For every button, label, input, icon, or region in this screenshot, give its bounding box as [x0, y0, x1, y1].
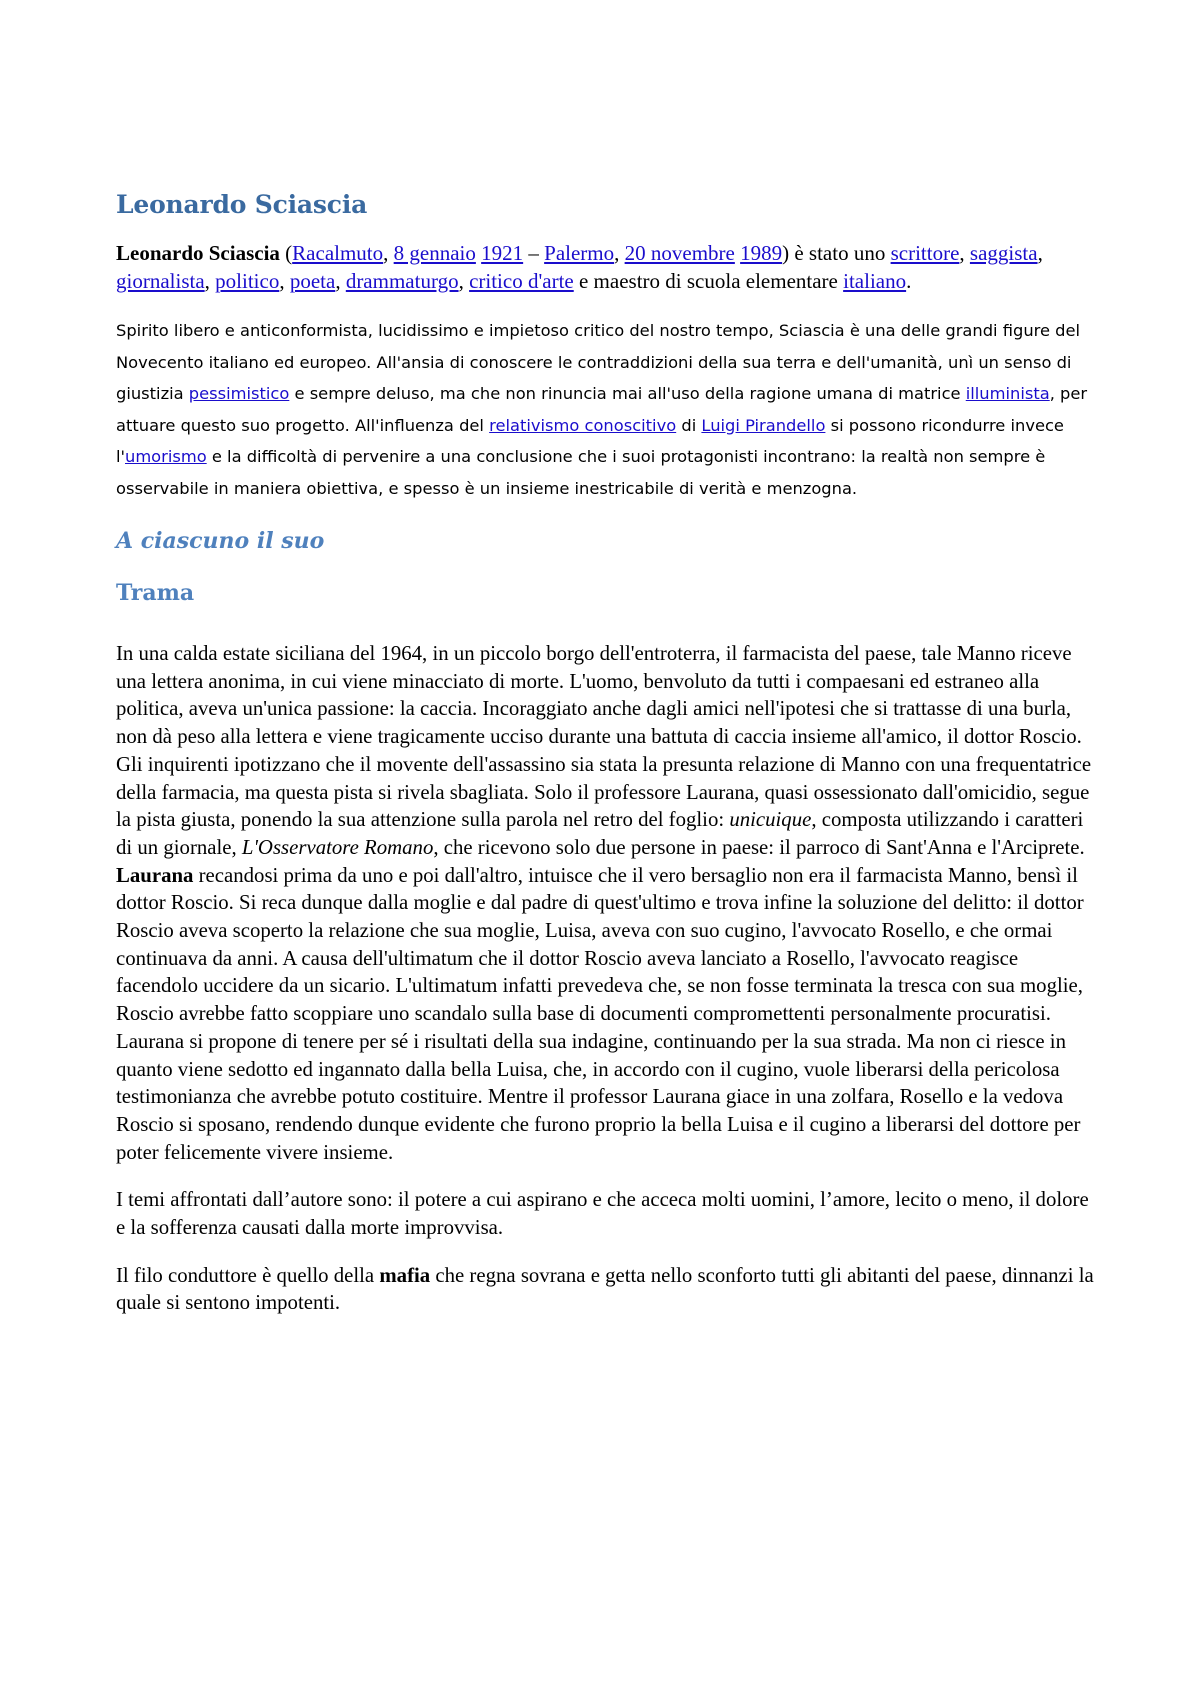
link-drammaturgo[interactable]: drammaturgo: [345, 269, 459, 293]
text: ) è stato uno: [782, 241, 891, 265]
link-poeta[interactable]: poeta: [289, 269, 336, 293]
temi-paragraph: I temi affrontati dall’autore sono: il potere a cui aspirano e che acceca molti uomini, l’amore, lecito o meno, il dolore e la sofferenza causati dalla morte improvvisa.: [116, 1188, 1089, 1240]
intro-paragraph: [116, 239, 1101, 295]
text: Il filo conduttore è quello della: [116, 1263, 380, 1287]
text: di: [676, 415, 702, 435]
link-relativismo-conoscitivo[interactable]: relativismo conoscitivo: [489, 415, 677, 435]
text: .: [906, 269, 912, 293]
document-content: [116, 190, 1101, 1337]
italic-osservatore-romano: L'Osservatore Romano: [241, 835, 434, 859]
text: (: [279, 241, 293, 265]
link-critico-darte[interactable]: critico d'arte: [469, 269, 574, 293]
text: , che ricevono solo due persone in paese: il parroco di Sant'Anna e l'Arciprete.: [433, 835, 1085, 859]
link-1921[interactable]: 1921: [481, 241, 524, 265]
book-title-heading: A ciascuno il suo: [116, 528, 325, 554]
text: ,: [959, 241, 970, 265]
text: recandosi prima da uno e poi dall'altro, intuisce che il vero bersaglio non era il farmacista Manno, bensì il dottor Roscio. Si reca dunque dalla moglie e dal padre di quest'ultimo e trova infine la soluzione del delitto: il dottor Roscio aveva scoperto la relazione che sua moglie, Luisa, aveva con suo cugino, l'avvocato Rosello, e che ormai continuava da anni. A causa dell'ultimatum che il dottor Roscio aveva lanciato a Rosello, l'avvocato reagisce facendolo uccidere da un sicario. L'ultimatum infatti prevedeva che, se non fosse terminata la tresca con sua moglie, Roscio avrebbe fatto scoppiare uno scandalo sulla base di documenti compromettenti personalmente procuratisi. Laurana si propone di tenere per sé i risultati della sua indagine, continuando per la sua strada. Ma non ci riesce in quanto viene sedotto ed ingannato dalla bella Luisa, che, in accordo con il cugino, vuole liberarsi della pericolosa testimonianza che avrebbe potuto costituire. Mentre il professor Laurana giace in una zolfara, Rosello e la vedova Roscio si sposano, rendendo dunque evidente che furono proprio la bella Luisa e il cugino a liberarsi del dottore per poter felicemente vivere insieme.: [116, 863, 1084, 1164]
text: ,: [458, 269, 470, 293]
link-palermo[interactable]: Palermo: [544, 241, 615, 265]
text: , composta utilizzando i caratteri di un giornale,: [116, 808, 1084, 859]
text: e maestro di scuola elementare: [573, 269, 844, 293]
text: ,: [614, 241, 625, 265]
link-giornalista[interactable]: giornalista: [116, 269, 205, 293]
text: ,: [383, 241, 394, 265]
text: , per attuare questo suo progetto. All'influenza del: [116, 384, 1088, 435]
text: In una calda estate siciliana del 1964, in un piccolo borgo dell'entroterra, il farmacista del paese, tale Manno riceve una lettera anonima, in cui viene minacciato di morte. L'uomo, benvoluto da tutti i compaesani ed estraneo alla politica, aveva un'unica passione: la caccia. Incoraggiato anche dagli amici nell'ipotesi che si trattasse di una burla, non dà peso alla lettera e viene tragicamente ucciso durante una battuta di caccia insieme all'amico, il dottor Roscio. Gli inquirenti ipotizzano che il movente dell'assassino sia stata la presunta relazione di Manno con una frequentatrice della farmacia, ma questa pista si rivela sbagliata. Solo il professore Laurana, quasi ossessionato dall'omicidio, segue la pista giusta, ponendo la sua attenzione sulla parola nel retro del foglio:: [116, 642, 1092, 832]
link-pessimistico[interactable]: pessimistico: [188, 384, 290, 403]
link-saggista[interactable]: saggista: [969, 241, 1038, 265]
link-politico[interactable]: politico: [215, 269, 280, 293]
filo-paragraph: [116, 1262, 1101, 1317]
bold-laurana: Laurana: [116, 863, 194, 887]
link-italiano[interactable]: italiano: [843, 269, 907, 293]
link-racalmuto[interactable]: Racalmuto: [292, 241, 384, 265]
trama-heading: Trama: [116, 580, 195, 606]
italic-unicuique: unicuique: [729, 808, 812, 832]
text: ,: [204, 269, 216, 293]
spirito-paragraph: [116, 315, 1101, 504]
text: ,: [279, 269, 290, 293]
author-name: Leonardo Sciascia: [116, 241, 280, 265]
link-1989[interactable]: 1989: [740, 241, 783, 265]
text: ,: [335, 269, 346, 293]
text: e la difficoltà di pervenire a una conclusione che i suoi protagonisti incontrano: la realtà non sempre è osservabile in maniera obiettiva, e spesso è un insieme inestricabile di verità e menzogna.: [116, 447, 1046, 498]
link-illuminista[interactable]: illuminista: [965, 384, 1050, 403]
text: che regna sovrana e getta nello sconforto tutti gli abitanti del paese, dinnanzi la quale si sentono impotenti.: [116, 1263, 1094, 1315]
text: si possono ricondurre invece l': [116, 415, 1064, 466]
bold-mafia: mafia: [379, 1263, 431, 1287]
page-title: Leonardo Sciascia: [116, 190, 368, 219]
text: ,: [1037, 241, 1043, 265]
trama-paragraph: [116, 640, 1101, 1166]
link-umorismo[interactable]: umorismo: [125, 447, 207, 466]
text: Spirito libero e anticonformista, lucidissimo e impietoso critico del nostro tempo, Sciascia è una delle grandi figure del Novecento italiano ed europeo. All'ansia di conoscere le contraddizioni della sua terra e dell'umanità, unì un senso di giustizia: [116, 321, 1081, 403]
link-scrittore[interactable]: scrittore: [890, 241, 960, 265]
link-8-gennaio[interactable]: 8 gennaio: [393, 241, 476, 265]
link-20-novembre[interactable]: 20 novembre: [624, 241, 735, 265]
link-luigi-pirandello[interactable]: Luigi Pirandello: [701, 415, 826, 435]
text: –: [523, 241, 545, 265]
text: e sempre deluso, ma che non rinuncia mai all'uso della ragione umana di matrice: [289, 384, 966, 403]
